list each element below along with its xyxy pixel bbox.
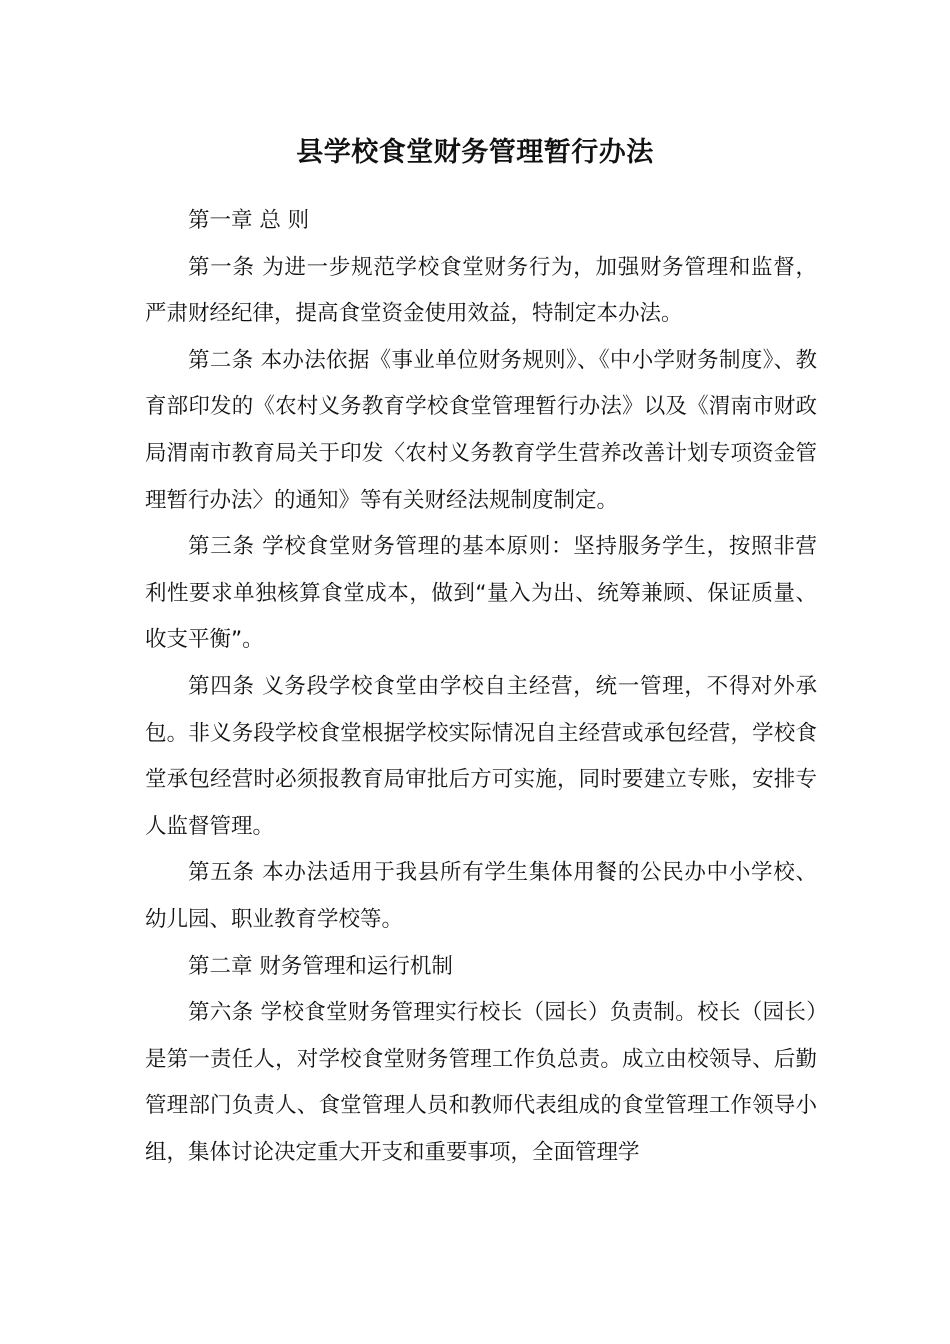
article-3: 第三条 学校食堂财务管理的基本原则：坚持服务学生，按照非营利性要求单独核算食堂成本，做到“量入为出、统筹兼顾、保证质量、收支平衡”。 [145, 534, 817, 653]
article-2: 第二条 本办法依据《事业单位财务规则》、《中小学财务制度》、教育部印发的《农村义务教育学校食堂管理暂行办法》以及《渭南市财政局渭南市教育局关于印发〈农村义务教育学生营养改善计划专项资金管理暂行办法〉的通知》等有关财经法规制度制定。 [145, 347, 817, 513]
document-title: 县学校食堂财务管理暂行办法 [296, 137, 654, 168]
article-4: 第四条 义务段学校食堂由学校自主经营，统一管理，不得对外承包。非义务段学校食堂根据学校实际情况自主经营或承包经营，学校食堂承包经营时必须报教育局审批后方可实施，同时要建立专账，安排专人监督管理。 [145, 673, 817, 839]
chapter-heading-2: 第二章 财务管理和运行机制 [188, 953, 453, 979]
article-6: 第六条 学校食堂财务管理实行校长（园长）负责制。校长（园长）是第一责任人，对学校食堂财务管理工作负总责。成立由校领导、后勤管理部门负责人、食堂管理人员和教师代表组成的食堂管理工作领导小组，集体讨论决定重大开支和重要事项，全面管理学 [145, 1000, 817, 1165]
chapter-heading-1: 第一章 总 则 [188, 208, 310, 233]
article-5: 第五条 本办法适用于我县所有学生集体用餐的公民办中小学校、幼儿园、职业教育学校等。 [145, 860, 817, 932]
article-1: 第一条 为进一步规范学校食堂财务行为，加强财务管理和监督，严肃财经纪律，提高食堂资金使用效益，特制定本办法。 [145, 254, 817, 327]
document-body [145, 198, 817, 1176]
